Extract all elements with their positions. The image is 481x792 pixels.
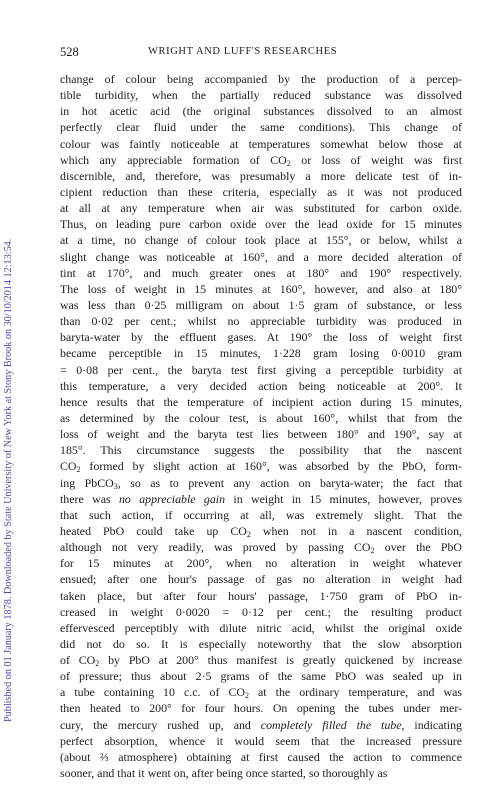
text-line: (about ⅔ atmosphere) obtaining at first caused the action to commence [60,749,462,764]
text-line: in hot acetic acid (the original substances dissolved to an almost [60,104,462,119]
text-line: change of colour being accompanied by the production of a percep- [60,72,462,86]
text-line: was less than 0·25 milligram on about 1·5 gram of substance, or less [60,297,462,312]
text-line: did not do so. It is especially noteworthy that the slow absorption [60,636,462,651]
download-watermark [3,22,15,722]
text-line: 185°. This circumstance suggests the possibility that the nascent [60,443,462,458]
text-line: of $CO_2$ by PbO at 200° thus manifest is greatly quickened by increase [60,653,462,669]
text-line: which any appreciable formation of $CO_2$ or loss of weight was first [60,152,462,168]
text-line: = 0·08 per cent., the baryta test first giving a perceptible turbidity at [60,362,462,377]
text-line: cury, the mercury rushed up, and completely filled the tube, indicating [60,717,462,732]
text-line: heated PbO could take up $CO_2$ when not in a nascent condition, [60,523,463,539]
text-line: Thus, on leading pure carbon oxide over the lead oxide for 15 minutes [60,217,462,232]
running-title: WRIGHT AND LUFF'S RESEARCHES [148,46,338,57]
text-line: although not very readily, was proved by passing $CO_2$ over the PbO [60,540,462,556]
text-line: than 0·02 per cent.; whilst no appreciable turbidity was produced in [60,314,462,329]
text-line: slight change was noticeable at 160°, and a more decided alteration of [60,249,462,264]
text-line: at a time, no change of colour took place at 155°, or below, whilst a [60,233,462,248]
page-number: 528 [60,45,79,59]
text-line: hence results that the temperature of incipient action during 15 minutes, [60,394,462,409]
body-text [60,71,462,781]
text-line: effervesced perceptibly with dilute nitric acid, whilst the original oxide [60,620,462,635]
text-line: baryta-water by the effluent gases. At 190° the loss of weight first [60,330,462,345]
text-line: $CO_2$ formed by slight action at 160°, was absorbed by the PbO, form- [60,459,462,475]
text-line: at all at any temperature when air was substituted for carbon oxide. [60,201,462,216]
text-line: perfectly clear fluid under the same conditions). This change of [60,120,462,135]
download-watermark-text: Published on 01 January 1878. Downloaded by State University of New York at Stony Brook on 30/10/2014 12:13:54. [3,238,14,722]
text-line: for 15 minutes at 200°, when no alteration in weight whatever [60,556,462,571]
text-line: ensued; after one hour's passage of gas no alteration in weight had [60,572,462,587]
text-line: that such action, if occurring at all, was extremely slight. That the [60,507,462,522]
text-line: The loss of weight in 15 minutes at 160°, however, and also at 180° [60,281,462,296]
page-header [60,45,460,61]
text-line: this temperature, a very decided action being noticeable at 200°. It [60,378,462,393]
text-line: became perceptible in 15 minutes, 1·228 gram losing 0·0010 gram [60,346,462,361]
text-line: tible turbidity, when the partially reduced substance was dissolved [60,88,462,103]
text-line: perfect absorption, whence it would seem that the increased pressure [60,733,462,748]
text-line: colour was faintly noticeable at temperatures somewhat below those at [60,136,462,151]
text-line: then heated to 200° for four hours. On opening the tubes under mer- [60,701,462,716]
text-line: tint at 170°, and much greater ones at 180° and 190° respectively. [60,265,462,280]
text-line: discernible, and, therefore, was presumably a more delicate test of in- [60,168,462,183]
text-line: a tube containing 10 c.c. of $CO_2$ at the ordinary temperature, and was [60,685,463,701]
text-line: ing PbCO$_3$, so as to prevent any action on baryta-water; the fact that [60,475,462,491]
text-line: sooner, and that it went on, after being once started, so thoroughly as [60,766,388,781]
text-line: creased in weight 0·0020 = 0·12 per cent.; the resulting product [60,604,462,619]
text-line: as determined by the colour test, is about 160°, whilst that from the [60,410,462,425]
text-line: cipient reduction than these criteria, especially as it was not produced [60,184,462,199]
text-line: taken place, but after four hours' passage, 1·750 gram of PbO in- [60,588,462,603]
text-line: there was no appreciable gain in weight in 15 minutes, however, proves [60,491,463,506]
text-line: of pressure; thus about 2·5 grams of the same PbO was sealed up in [60,669,462,684]
text-line: loss of weight and the baryta test lies between 180° and 190°, say at [60,427,462,442]
